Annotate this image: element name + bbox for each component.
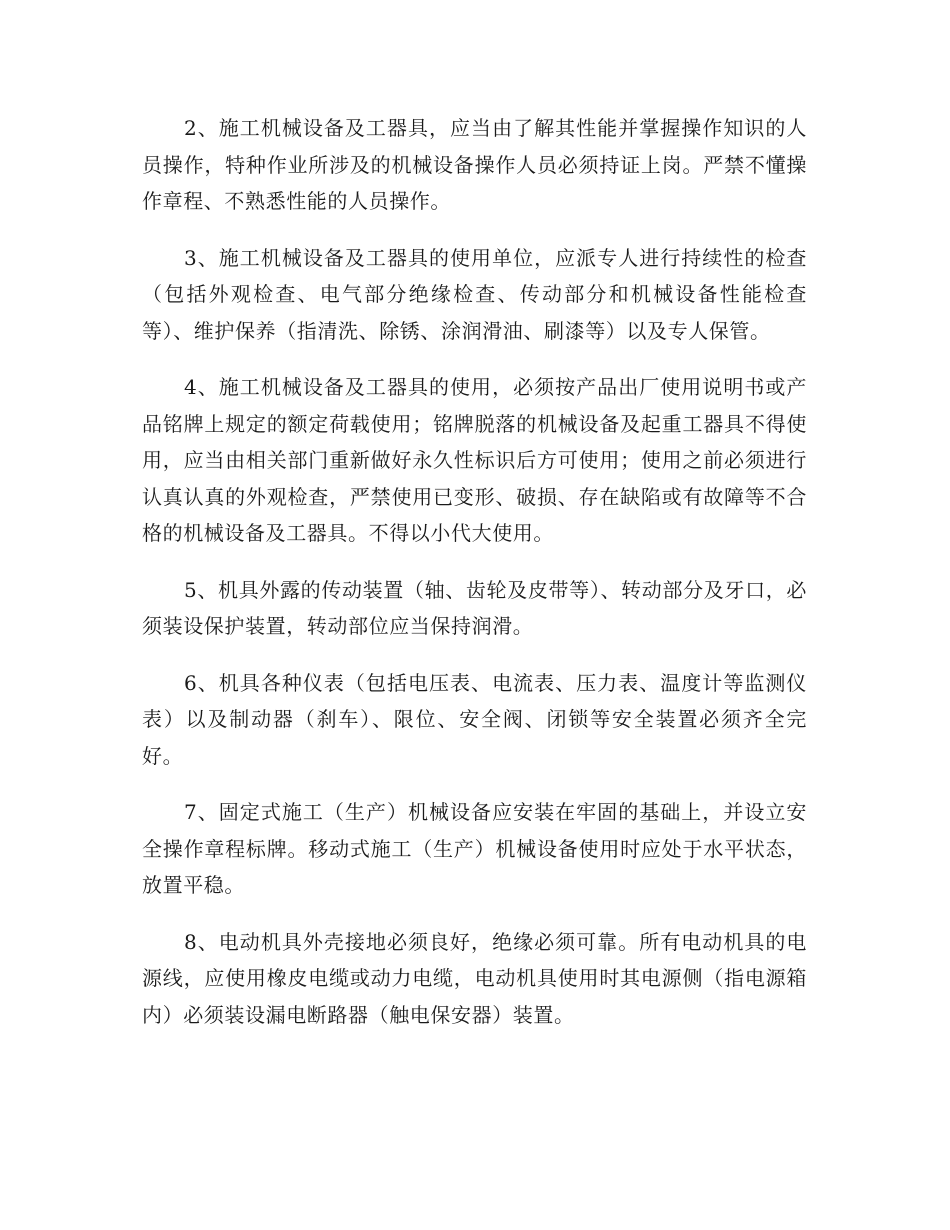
paragraph-item-3: 3、施工机械设备及工器具的使用单位，应派专人进行持续性的检查（包括外观检查、电气部分绝缘检查、传动部分和机械设备性能检查等）、维护保养（指清洗、除锈、涂润滑油、刷漆等）以及专人保管。	[142, 245, 807, 343]
paragraph-item-8: 8、电动机具外壳接地必须良好，绝缘必须可靠。所有电动机具的电源线，应使用橡皮电缆或动力电缆，电动机具使用时其电源侧（指电源箱内）必须装设漏电断路器（触电保安器）装置。	[142, 929, 807, 1027]
paragraph-item-5: 5、机具外露的传动装置（轴、齿轮及皮带等）、转动部分及牙口，必须装设保护装置，转动部位应当保持润滑。	[142, 577, 807, 638]
paragraph-item-7: 7、固定式施工（生产）机械设备应安装在牢固的基础上，并设立安全操作章程标牌。移动式施工（生产）机械设备使用时应处于水平状态，放置平稳。	[142, 800, 807, 897]
paragraph-item-2: 2、施工机械设备及工器具，应当由了解其性能并掌握操作知识的人员操作，特种作业所涉及的机械设备操作人员必须持证上岗。严禁不懂操作章程、不熟悉性能的人员操作。	[142, 116, 807, 213]
document-body	[142, 110, 807, 1053]
paragraph-item-6: 6、机具各种仪表（包括电压表、电流表、压力表、温度计等监测仪表）以及制动器（刹车）、限位、安全阀、闭锁等安全装置必须齐全完好。	[142, 670, 807, 768]
paragraph-item-4: 4、施工机械设备及工器具的使用，必须按产品出厂使用说明书或产品铭牌上规定的额定荷载使用；铭牌脱落的机械设备及起重工器具不得使用，应当由相关部门重新做好永久性标识后方可使用；使用之前必须进行认真认真的外观检查，严禁使用已变形、破损、存在缺陷或有故障等不合格的机械设备及工器具。不得以小代大使用。	[142, 375, 807, 545]
